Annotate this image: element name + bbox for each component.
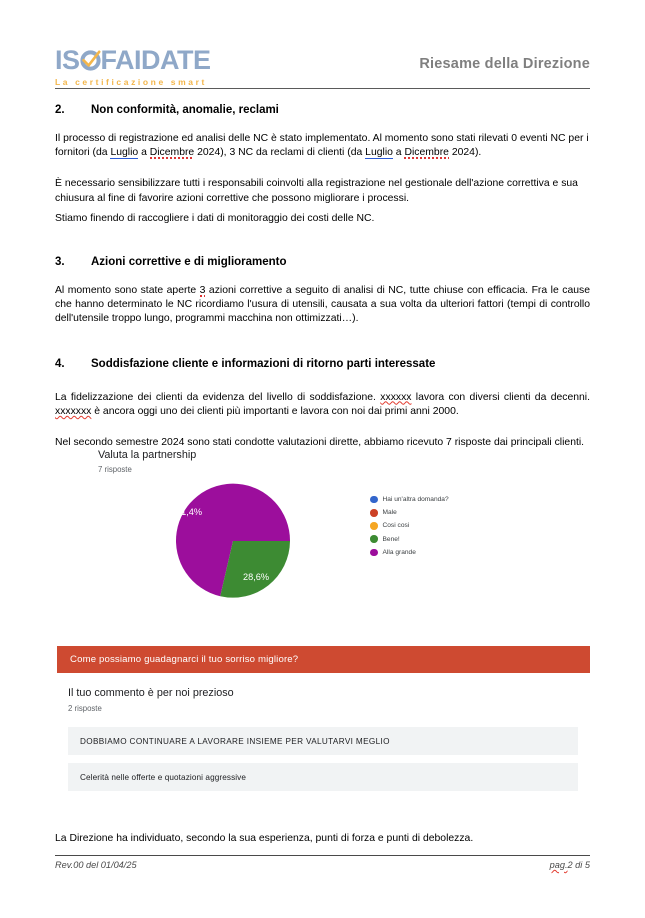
isofaidate-logo: [55, 46, 255, 90]
legend-color-dot-icon: [370, 549, 378, 557]
section-number-3: 3.: [55, 256, 65, 269]
section-title-4: Soddisfazione cliente e informazioni di ritorno parti interessate: [91, 357, 436, 370]
comment-answer-card: [68, 763, 578, 791]
legend-label-2: Cosi cosi: [382, 522, 410, 530]
section-heading-3: [55, 255, 590, 270]
footer-revision: Rev.00 del 01/04/25: [55, 860, 137, 870]
pie-label-bene: 28,6%: [243, 572, 270, 582]
legend-label-4: Alla grande: [382, 548, 416, 556]
spellcheck-client-2: xxxxxxx: [55, 405, 92, 417]
survey-chart-block: [98, 448, 590, 618]
section-number-4: 4.: [55, 357, 65, 370]
logo-wordmark: [55, 46, 255, 74]
legend-label-3: Bene!: [382, 535, 400, 543]
legend-color-dot-icon: [370, 535, 378, 543]
spellcheck-dicembre-1: Dicembre: [149, 147, 195, 159]
section-heading-2: [55, 103, 590, 118]
legend-item-3: [370, 533, 580, 546]
footer-page-value: 2 di 5: [567, 860, 590, 870]
section-title-3: Azioni correttive e di miglioramento: [91, 256, 287, 269]
survey-question-title: Valuta la partnership: [98, 449, 197, 461]
legend-color-dot-icon: [370, 509, 378, 517]
header-divider: [55, 88, 590, 89]
section-3-paragraph-1: Al momento sono state aperte 3 azioni correttive a seguito di analisi di NC, tutte chiuse con efficacia. Fra le cause che hanno determinato le NC ricordiamo l'usura di utensili, causata a sua volta da ulteriori fattori (tempi di controllo dell'utensile troppo lungo, programmi macchina non ottimizzati…).: [55, 285, 590, 325]
legend-item-1: [370, 506, 580, 519]
survey-response-count: 7 risposte: [98, 465, 132, 474]
document-footer: [55, 860, 590, 876]
legend-item-0: [370, 493, 580, 506]
section-4-paragraph-2: Nel secondo semestre 2024 sono stati condotte valutazioni dirette, abbiamo ricevuto 7 risposte dai principali clienti.: [55, 437, 585, 449]
document-header: [55, 44, 590, 90]
section-title-2: Non conformità, anomalie, reclami: [91, 104, 279, 116]
spellcheck-client-1: xxxxxx: [380, 391, 412, 403]
comment-answer-text: DOBBIAMO CONTINUARE A LAVORARE INSIEME PER VALUTARVI MEGLIO: [80, 736, 390, 746]
closing-paragraph: La Direzione ha individuato, secondo la sua esperienza, punti di forza e punti di debolezza.: [55, 833, 474, 844]
pie-chart-svg: [158, 476, 308, 606]
section-heading-4: [55, 357, 590, 372]
spellcheck-numero-3: 3: [199, 285, 206, 297]
document-body: [55, 103, 590, 450]
section-2-paragraph-1: Il processo di registrazione ed analisi delle NC è stato implementato. Al momento sono stati rilevati 0 eventi NC per i fornitori (da Luglio a Dicembre 2024), 3 NC da reclami di clienti (da Luglio a Dicembre 2024).: [55, 133, 589, 159]
section-2-paragraph-3: Stiamo finendo di raccogliere i dati di monitoraggio dei costi delle NC.: [55, 212, 375, 224]
logo-text-faidate: FAIDATE: [100, 45, 211, 75]
section-2-paragraph-2: È necessario sensibilizzare tutti i responsabili coinvolti alla registrazione nel gestionale dell'azione correttiva e sua chiusura al fine di favorire azioni correttive che possono migliorare i processi.: [55, 178, 578, 204]
section-number-2: 2.: [55, 104, 65, 116]
comment-answer-card: [68, 727, 578, 755]
comment-answer-text: Celerità nelle offerte e quotazioni aggressive: [80, 772, 247, 782]
spellcheck-pag: pag.: [549, 860, 568, 870]
pie-label-alla-grande: 71,4%: [176, 507, 203, 517]
comments-block: [68, 686, 578, 799]
comments-answer-list: [68, 727, 578, 791]
comments-response-count: 2 risposte: [68, 704, 102, 713]
logo-text-iso: IS: [55, 45, 80, 75]
spellcheck-luglio-1: Luglio: [110, 147, 139, 159]
header-title: Riesame della Direzione: [419, 56, 590, 72]
legend-item-4: [370, 546, 580, 559]
footer-divider: [55, 855, 590, 856]
legend-label-1: Male: [382, 509, 397, 517]
pie-chart: [158, 476, 308, 606]
banner-text: Come possiamo guadagnarci il tuo sorriso migliore?: [70, 654, 299, 665]
comments-title: Il tuo commento è per noi prezioso: [68, 687, 234, 699]
legend-label-0: Hai un'altra domanda?: [382, 496, 449, 504]
survey-question-banner: [57, 646, 590, 673]
legend-item-2: [370, 519, 580, 532]
section-4-paragraph-1: La fidelizzazione dei clienti da evidenza del livello di soddisfazione. xxxxxx lavora con diversi clienti da decenni. xxxxxxx è ancora oggi uno dei clienti più importanti e lavora con noi dai primi anni 2000.: [55, 391, 590, 417]
logo-check-circle-icon: [80, 50, 101, 71]
spellcheck-dicembre-2: Dicembre: [404, 147, 449, 159]
legend-color-dot-icon: [370, 522, 378, 530]
logo-tagline: La certificazione smart: [55, 77, 207, 87]
footer-page-number: [550, 860, 590, 870]
spellcheck-luglio-2: Luglio: [365, 147, 393, 159]
legend-color-dot-icon: [370, 496, 378, 504]
chart-legend: [370, 493, 580, 559]
